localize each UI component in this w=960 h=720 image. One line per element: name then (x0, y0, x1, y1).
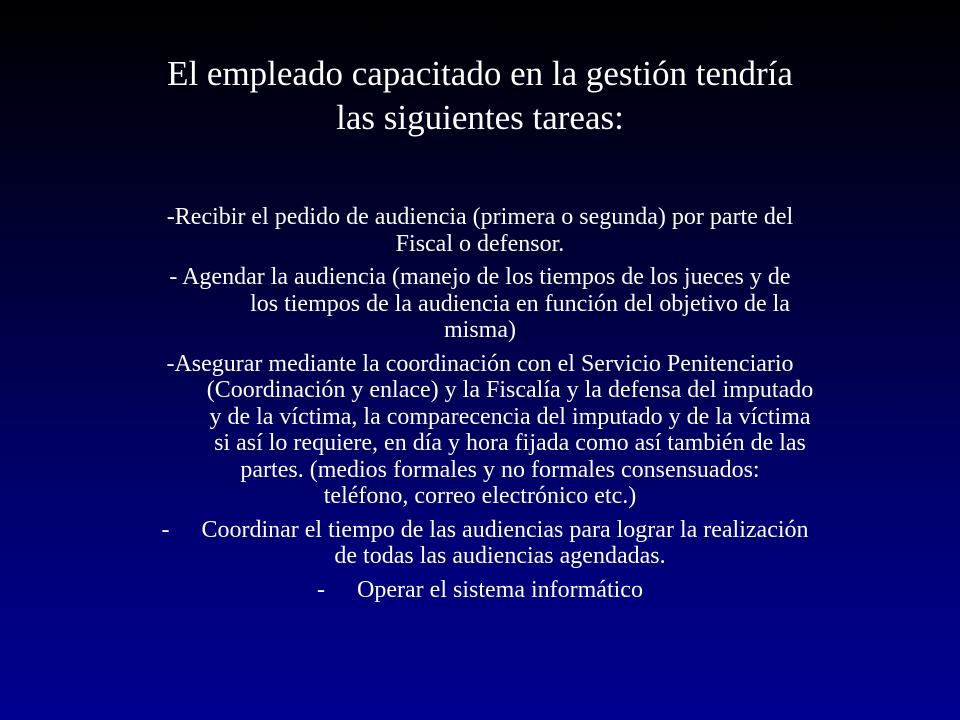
task-line: -Recibir el pedido de audiencia (primera o segunda) por parte del (166, 204, 794, 230)
task-line-with-dash (0, 577, 960, 604)
task-line: Fiscal o defensor. (395, 230, 565, 257)
task-item-ensure-appearance (0, 351, 960, 510)
slide-body (0, 204, 960, 610)
task-line-with-dash (10, 517, 960, 544)
bullet-dash: - (317, 576, 326, 603)
task-item-coordinate-time (10, 517, 960, 570)
task-line: (Coordinación y enlace) y la Fiscalía y la defensa del imputado (206, 377, 814, 403)
task-line: misma) (444, 317, 516, 343)
slide-title (0, 52, 960, 140)
task-line: - Agendar la audiencia (manejo de los tiempos de los jueces y de (169, 264, 791, 290)
task-item-schedule-hearing (0, 264, 960, 344)
task-item-receive-request (0, 204, 960, 257)
task-line: si así lo requiere, en día y hora fijada como así también de las (214, 430, 806, 456)
task-line: los tiempos de la audiencia en función del objetivo de la (250, 290, 790, 317)
task-line: -Asegurar mediante la coordinación con el Servicio Penitenciario (166, 350, 794, 377)
task-item-operate-system (0, 577, 960, 604)
task-line: teléfono, correo electrónico etc.) (323, 483, 637, 509)
task-line: y de la víctima, la comparecencia del imputado y de la víctima (209, 403, 811, 430)
task-line: Operar el sistema informático (357, 576, 643, 603)
bullet-dash: - (161, 516, 170, 543)
title-line-1: El empleado capacitado en la gestión tendría (167, 54, 793, 93)
task-line: Coordinar el tiempo de las audiencias para lograr la realización (201, 516, 809, 543)
task-line: de todas las audiencias agendadas. (334, 543, 666, 569)
title-line-2: las siguientes tareas: (336, 98, 624, 137)
task-line: partes. (medios formales y no formales consensuados: (240, 456, 760, 483)
